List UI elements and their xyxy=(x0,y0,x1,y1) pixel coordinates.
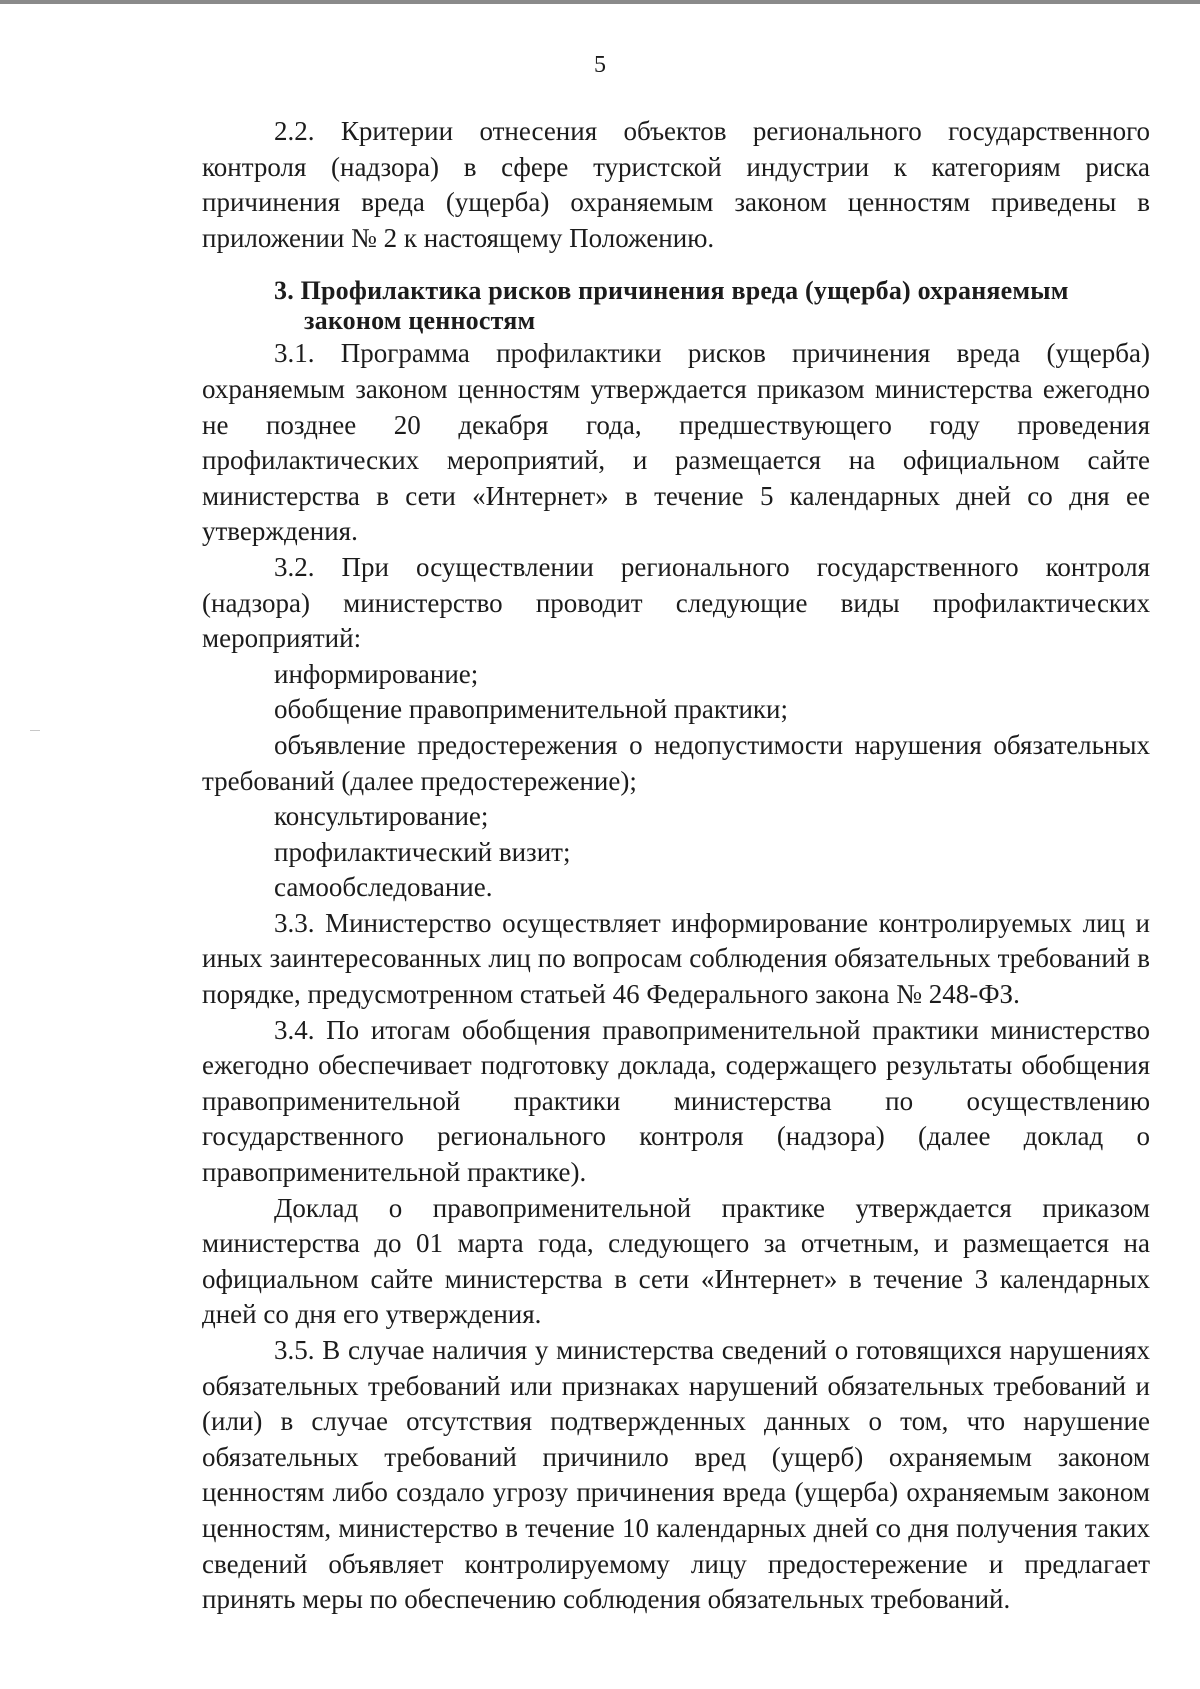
list-item-consulting: консультирование; xyxy=(274,801,489,832)
list-item-visit: профилактический визит; xyxy=(274,836,571,867)
paragraph-3-4: 3.4. По итогам обобщения правоприменительной практики министерство ежегодно обеспечивает подготовку доклада, содержащего результаты обобщения правоприменительной практики министерства по осуществлению государственного регионального контроля (надзора) (далее доклад о правоприменительной практике). xyxy=(202,1014,1150,1188)
list-item-warning: объявление предостережения о недопустимости нарушения обязательных требований (далее предостережение); xyxy=(202,729,1150,796)
document-body xyxy=(202,114,1150,1618)
scan-artifact xyxy=(30,730,40,731)
page-number: 5 xyxy=(594,52,606,78)
section-3-heading-line-2: законом ценностям xyxy=(304,306,536,336)
paragraph-3-2: 3.2. При осуществлении регионального государственного контроля (надзора) министерство проводит следующие виды профилактических мероприятий: xyxy=(202,551,1150,654)
paragraph-3-5: 3.5. В случае наличия у министерства сведений о готовящихся нарушениях обязательных требований или признаках нарушений обязательных требований и (или) в случае отсутствия подтвержденных данных о том, что нарушение обязательных требований причинило вред (ущерб) охраняемым законом ценностям либо создало угрозу причинения вреда (ущерба) охраняемым законом ценностям, министерство в течение 10 календарных дней со дня получения таких сведений объявляет контролируемому лицу предостережение и предлагает принять меры по обеспечению соблюдения обязательных требований. xyxy=(202,1335,1150,1615)
scan-top-edge xyxy=(0,0,1200,4)
section-3-heading-line-1: 3. Профилактика рисков причинения вреда (ущерба) охраняемым xyxy=(274,276,1069,306)
paragraph-3-3: 3.3. Министерство осуществляет информирование контролируемых лиц и иных заинтересованных лиц по вопросам соблюдения обязательных требований в порядке, предусмотренном статьей 46 Федерального закона № 248-ФЗ. xyxy=(202,907,1150,1010)
paragraph-2-2: 2.2. Критерии отнесения объектов регионального государственного контроля (надзора) в сфере туристской индустрии к категориям риска причинения вреда (ущерба) охраняемым законом ценностям приведены в приложении № 2 к настоящему Положению. xyxy=(202,116,1150,253)
list-item-generalization: обобщение правоприменительной практики; xyxy=(274,694,788,725)
section-3-heading xyxy=(202,276,1150,336)
list-item-self-examination: самообследование. xyxy=(274,872,493,903)
list-item-informing: информирование; xyxy=(274,658,479,689)
paragraph-3-4-report: Доклад о правоприменительной практике утверждается приказом министерства до 01 марта года, следующего за отчетным, и размещается на официальном сайте министерства в сети «Интернет» в течение 3 календарных дней со дня его утверждения. xyxy=(202,1192,1150,1330)
paragraph-3-1: 3.1. Программа профилактики рисков причинения вреда (ущерба) охраняемым законом ценностям утверждается приказом министерства ежегодно не позднее 20 декабря года, предшествующего году проведения профилактических мероприятий, и размещается на официальном сайте министерства в сети «Интернет» в течение 5 календарных дней со дня ее утверждения. xyxy=(202,338,1150,547)
